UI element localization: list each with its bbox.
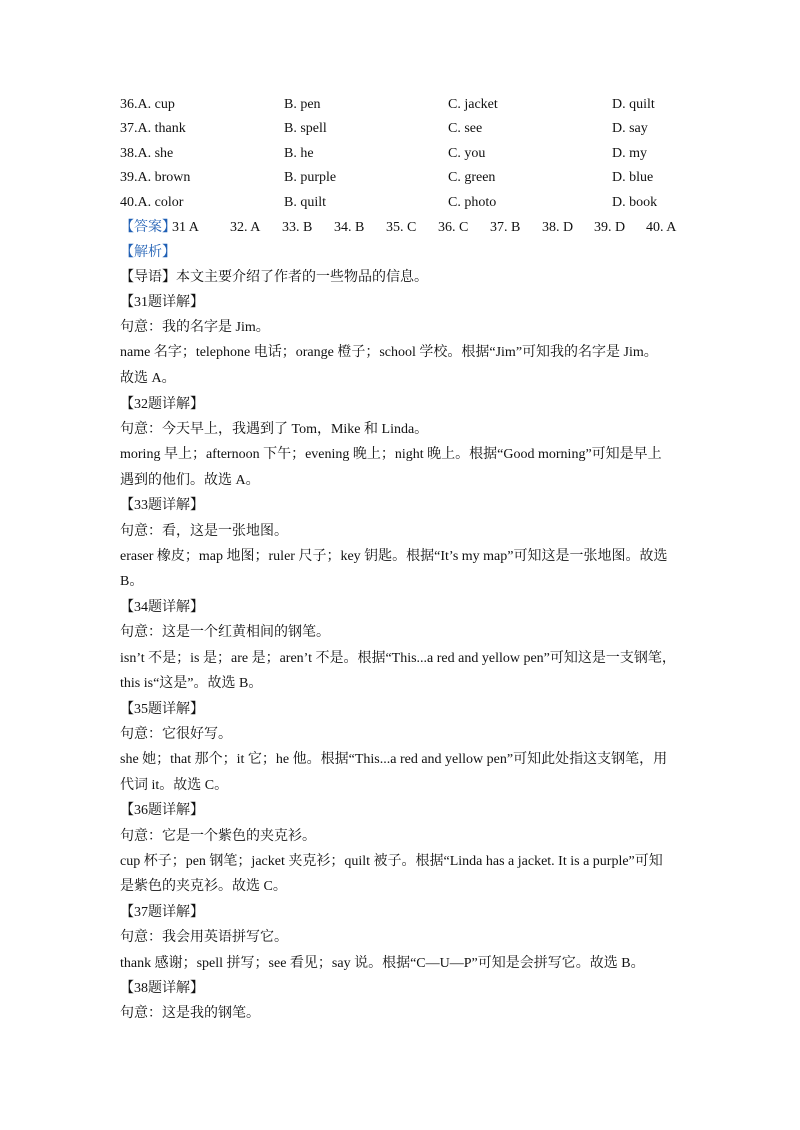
option-d: D. blue	[612, 170, 654, 185]
answer-item: 40. A	[646, 220, 677, 235]
option-b: B. pen	[284, 97, 321, 112]
answer-item: 31 A	[172, 220, 199, 235]
answer-item: 35. C	[386, 220, 417, 235]
option-c: C. you	[448, 146, 486, 161]
section-heading: 【34题详解】	[120, 600, 204, 615]
text-line: this is“这是”。故选 B。	[120, 676, 263, 691]
answer-item: 33. B	[282, 220, 313, 235]
option-d: D. say	[612, 121, 648, 136]
section-heading: 【38题详解】	[120, 981, 204, 996]
text-line: name 名字；telephone 电话；orange 橙子；school 学校。根据“Jim”可知我的名字是 Jim。	[120, 345, 658, 360]
answer-label: 【答案】	[120, 220, 176, 235]
answer-item: 38. D	[542, 220, 574, 235]
option-d: D. quilt	[612, 97, 655, 112]
section-heading: 【36题详解】	[120, 803, 204, 818]
option-a	[120, 118, 186, 140]
text-line: 句意：看，这是一张地图。	[120, 524, 288, 539]
text-line: 句意：它很好写。	[120, 727, 232, 742]
text-line: isn’t 不是；is 是；are 是；aren’t 不是。根据“This...a red and yellow pen”可知这是一支钢笔，	[120, 651, 676, 666]
text-line: B。	[120, 574, 144, 589]
text-line: 句意：这是一个红黄相间的钢笔。	[120, 625, 330, 640]
text-line: 遇到的他们。故选 A。	[120, 473, 260, 488]
section-heading: 【32题详解】	[120, 397, 204, 412]
option-a	[120, 94, 175, 116]
section-heading: 【35题详解】	[120, 702, 204, 717]
answer-item: 37. B	[490, 220, 521, 235]
option-c: C. photo	[448, 195, 497, 210]
answer-row	[120, 217, 680, 239]
option-a-text: A. thank	[137, 121, 186, 136]
text-line: 代词 it。故选 C。	[120, 778, 229, 793]
text-line: 句意：它是一个紫色的夹克衫。	[120, 829, 316, 844]
option-d: D. book	[612, 195, 658, 210]
question-number: 37.	[120, 121, 138, 136]
option-c: C. green	[448, 170, 496, 185]
option-a	[120, 167, 190, 189]
text-line: eraser 橡皮；map 地图；ruler 尺子；key 钥匙。根据“It’s my map”可知这是一张地图。故选	[120, 549, 668, 564]
question-number: 36.	[120, 97, 138, 112]
text-line: moring 早上；afternoon 下午；evening 晚上；night 晚上。根据“Good morning”可知是早上	[120, 447, 662, 462]
answer-item: 34. B	[334, 220, 365, 235]
option-c: C. jacket	[448, 97, 498, 112]
option-a-text: A. she	[137, 146, 174, 161]
answer-item: 39. D	[594, 220, 626, 235]
text-line: thank 感谢；spell 拼写；see 看见；say 说。根据“C—U—P”可知是会拼写它。故选 B。	[120, 956, 645, 971]
option-b: B. spell	[284, 121, 327, 136]
text-line: cup 杯子；pen 钢笔；jacket 夹克衫；quilt 被子。根据“Linda has a jacket. It is a purple”可知	[120, 854, 663, 869]
answer-item: 36. C	[438, 220, 469, 235]
answer-item: 32. A	[230, 220, 261, 235]
option-a	[120, 192, 183, 214]
intro-line: 【导语】本文主要介绍了作者的一些物品的信息。	[120, 270, 428, 285]
option-b: B. purple	[284, 170, 337, 185]
option-a	[120, 143, 173, 165]
section-heading: 【37题详解】	[120, 905, 204, 920]
option-b: B. he	[284, 146, 314, 161]
question-number: 40.	[120, 195, 138, 210]
section-heading: 【31题详解】	[120, 295, 204, 310]
option-a-text: A. cup	[137, 97, 175, 112]
option-a-text: A. color	[137, 195, 184, 210]
text-line: 句意：今天早上，我遇到了 Tom，Mike 和 Linda。	[120, 422, 429, 437]
text-line: 句意：我的名字是 Jim。	[120, 320, 270, 335]
question-number: 39.	[120, 170, 138, 185]
option-a-text: A. brown	[137, 170, 191, 185]
text-line: 是紫色的夹克衫。故选 C。	[120, 879, 287, 894]
option-b: B. quilt	[284, 195, 327, 210]
analysis-label: 【解析】	[120, 245, 176, 260]
option-d: D. my	[612, 146, 647, 161]
question-number: 38.	[120, 146, 138, 161]
text-line: 句意：我会用英语拼写它。	[120, 930, 288, 945]
option-c: C. see	[448, 121, 483, 136]
section-heading: 【33题详解】	[120, 498, 204, 513]
text-line: 故选 A。	[120, 371, 176, 386]
text-line: 句意：这是我的钢笔。	[120, 1006, 260, 1021]
text-line: she 她；that 那个；it 它；he 他。根据“This...a red and yellow pen”可知此处指这支钢笔，用	[120, 752, 668, 767]
